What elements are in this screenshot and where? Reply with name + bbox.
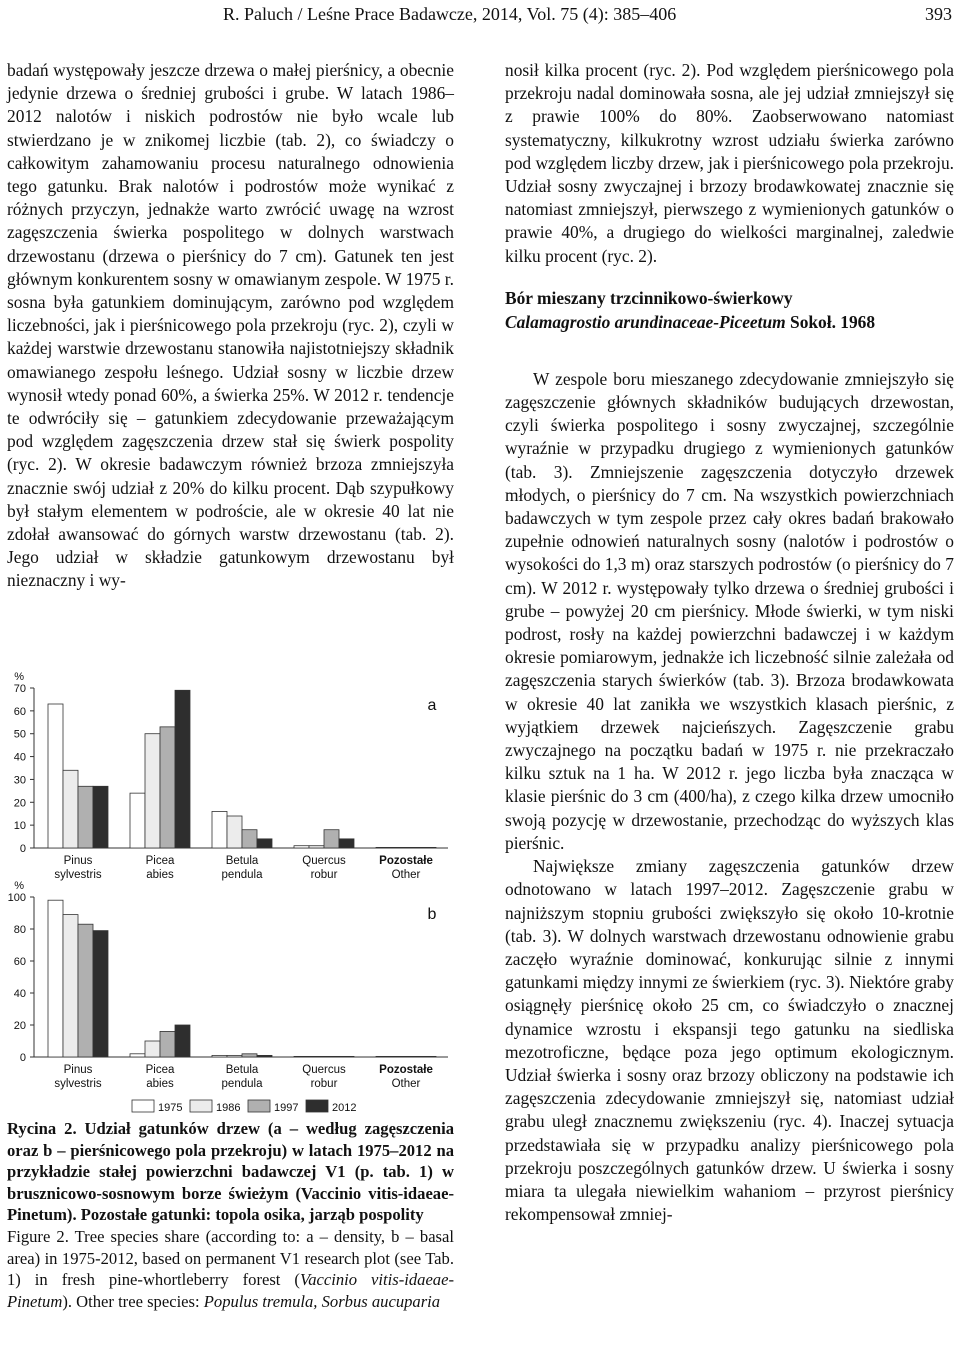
bar-a-1997-0 — [78, 786, 93, 848]
legend-swatch-1975 — [132, 1100, 154, 1112]
panel-label-b: b — [427, 906, 437, 923]
bar-b-1997-2 — [242, 1054, 257, 1057]
bar-a-1986-1 — [145, 734, 160, 848]
legend-label-2012: 2012 — [332, 1102, 357, 1114]
bar-a-1986-2 — [227, 816, 242, 848]
caption-english — [7, 1226, 454, 1312]
legend-swatch-2012 — [306, 1100, 328, 1112]
legend-label-1975: 1975 — [158, 1102, 183, 1114]
category-label-b: abies — [146, 1078, 174, 1090]
bar-b-1975-2 — [212, 1055, 227, 1057]
section-author: Sokoł. 1968 — [785, 311, 876, 332]
category-label-b: Betula — [225, 1064, 259, 1076]
bar-a-1997-1 — [160, 727, 175, 848]
category-label-a: Picea — [145, 855, 175, 867]
bar-a-1997-3 — [324, 830, 339, 848]
category-label-b: Quercus — [302, 1064, 346, 1076]
category-label-a: Pozostałe — [379, 855, 433, 867]
y-tick-label-b: 80 — [13, 924, 26, 936]
bar-b-2012-3 — [339, 1056, 354, 1057]
bar-b-2012-2 — [257, 1055, 272, 1057]
bar-b-1975-1 — [130, 1054, 145, 1057]
category-label-a: Other — [391, 869, 421, 881]
category-label-b: robur — [310, 1078, 338, 1090]
y-tick-label-a: 70 — [13, 683, 26, 695]
bar-a-1986-3 — [309, 846, 324, 848]
y-tick-label-a: 40 — [13, 751, 26, 764]
y-axis-unit-a: % — [14, 671, 24, 683]
bar-b-1975-4 — [376, 1056, 391, 1057]
right-paragraph-2: W zespole boru mieszanego zdecydowanie zmniejszyło się zagęszczenie głównych składników budujących drzewostan, czyli świerka pospolitego i sosny zwyczajnej, szczególnie wyraźnie w przypadku drugiego z wymienionych gatunków (tab. 3). Zmniejszenie zagęszczenia dotyczyło drzewek młodych, o pierśnicy do 7 cm. Na wszystkich powierzchniach badawczych w tym zespole przez cały okres badań brakowało zupełnie odnowień naturalnych sosny (nalotów i podrostów o wysokości do 1,3 m) oraz starszych podrostów (o pierśnicy do 7 cm). W 2012 r. występowały tylko drzewa o średniej grubości i grube – powyżej 20 cm pierśnicy. Młode świerki, w tym niski podrost, rosły na każdej powierzchni badawczej i w każdym okresie pomiarowym, jednakże ich liczebność silnie zależała od zagęszczenia starych świerków (tab. 3). Brzoza brodawkowata w okresie 40 lat zanikła we wszystkich klasach pierśnic, z wyjątkiem drzewek najcieńszych. Zagęszczenie grabu zwyczajnego na początku badań w 1975 r. nie przekraczało kilku sztuk na 1 ha. W 2012 r. jego liczba była znacząca w klasie pierśnic do 3 cm (400/ha), z czego kilka drzew umocniło swoją pozycję w drzewostanie, przechodząc do wyższych klas pierśnic. — [505, 368, 954, 853]
category-label-b: sylvestris — [54, 1078, 102, 1090]
category-label-a: Betula — [225, 855, 259, 867]
bar-a-1975-4 — [376, 847, 391, 848]
right-paragraph-3: Największe zmiany zagęszczenia gatunków drzew odnotowano w latach 1997–2012. Zagęszczenie grabu w najniższym stopniu grubości zwiększyło się około 10-krotnie (tab. 3). W dolnych warstwach drzewostanu odnowienie grabu zaczęło wyraźnie dominować, konkurując silnie z innymi gatunkami między innymi ze świerkiem (ryc. 3). Niektóre graby osiągnęły pierśnicę około 25 cm, co świadczyło o znacznej dynamice wzrostu i ekspansji tego gatunku na siedliska mezotroficzne, będące poza jego optimum ekologicznym. Udział świerka i sosny oraz brzozy obliczony na podstawie ich zagęszczenia zdecydowanie zmniejszył się, natomiast udział grabu uległ znacznemu zwiększeniu (ryc. 4). Inaczej sytuacja przedstawiała się w przypadku analizy pierśnicowego pola przekroju poszczególnych gatunków drzew. U świerka i sosny miara ta ulegała niewielkim wahaniom – przyrost pierśnicy rekompensował zmniej- — [505, 856, 954, 1225]
bar-a-2012-2 — [257, 839, 272, 848]
y-tick-label-b: 20 — [13, 1020, 26, 1032]
category-label-a: Quercus — [302, 855, 346, 867]
bar-b-1975-3 — [294, 1056, 309, 1057]
bar-a-2012-1 — [175, 690, 190, 848]
section-latin: Calamagrostio arundinaceae-Piceetum — [505, 311, 786, 332]
bar-b-2012-4 — [421, 1056, 436, 1057]
category-label-a: pendula — [221, 869, 263, 881]
bar-b-2012-1 — [175, 1025, 190, 1057]
legend-swatch-1986 — [190, 1100, 212, 1112]
y-tick-label-a: 10 — [13, 820, 26, 833]
bar-a-1986-0 — [63, 770, 78, 848]
caption-en-species: Populus tremula, Sorbus aucuparia — [203, 1291, 441, 1311]
category-label-a: abies — [146, 869, 174, 881]
section-title: Bór mieszany trzcinnikowo-świerkowy — [505, 287, 793, 308]
left-column — [7, 59, 454, 593]
right-paragraph-1: nosił kilka procent (ryc. 2). Pod względem pierśnicowego pola przekroju nadal dominowała sosna, ale jej udział zmniejszył się z prawie 100% do 80%. Zaobserwowano natomiast systematyczny, kilkukrotny wzrost udziału świerka zarówno pod względem liczby drzew, jak i pierśnicowego pola przekroju. Udział sosny zwyczajnej i brzozy brodawkowatej znacznie się natomiast zmniejszył, pierwszego z wymienionych gatunków o prawie 40%, a drugiego do wielkości marginalnej, zaledwie kilku procent (ryc. 2). — [505, 60, 954, 266]
bar-a-1975-0 — [48, 704, 63, 848]
left-paragraph: badań występowały jeszcze drzewa o małej pierśnicy, a obecnie jedynie drzewa o średniej grubości i grube. W latach 1986–2012 nalotów i niskich podrostów nie było wcale lub stwierdzano je w znikomej liczbie (tab. 2), co świadczy o całkowitym zahamowaniu procesu naturalnego odnowienia tego gatunku. Brak nalotów i podrostów może wynikać z różnych przyczyn, jednakże warto zwrócić uwagę na wzrost zagęszczenia świerka pospolitego w dolnych warstwach drzewostanu (drzewa o pierśnicy do 7 cm). Gatunek ten jest głównym konkurentem sosny w omawianym zespole. W 1975 r. sosna była gatunkiem dominującym, zarówno pod względem liczebności, jak i pierśnicowego pola przekroju (ryc. 2), czyli w każdej warstwie drzewostanu stanowiła najistotniejszy składnik omawianego zespołu leśnego. Udział sosny w liczbie drzew wynosił wtedy ponad 60%, a świerka 25%. W 2012 r. tendencje te odwróciły się – gatunkiem zdecydowanie przeważającym pod względem zagęszczenia drzew stał się świerk pospolity (ryc. 2). W okresie badawczym również brzoza zmniejszyła znacznie swój udział z 20% do kilku procent. Dąb szypułkowy był stałym elementem w podroście, ale w okresie 40 lat nie zdołał awansować do górnych warstw drzewostanu (tab. 2). Jego udział w składzie gatunkowym drzewostanu był nieznaczny i wy- — [7, 60, 454, 591]
y-tick-label-b: 100 — [7, 892, 26, 904]
y-axis-unit-b: % — [14, 880, 24, 892]
page-number: 393 — [925, 4, 952, 24]
running-title: R. Paluch / Leśne Prace Badawcze, 2014, Vol. 75 (4): 385–406 — [223, 4, 677, 24]
figure-caption — [7, 1118, 454, 1312]
caption-polish: Rycina 2. Udział gatunków drzew (a – według zagęszczenia oraz b – pierśnicowego pola przekroju) w latach 1975–2012 na przykładzie stałej powierzchni badawczej V1 (p. tab. 1) w brusznicowo-sosnowym borze świeżym (Vaccinio vitis-idaeae-Pinetum). Pozostałe gatunki: topola osika, jarząb pospolity — [7, 1119, 454, 1225]
category-label-a: Pinus — [63, 855, 93, 867]
bar-a-1997-4 — [406, 847, 421, 848]
bar-a-1975-1 — [130, 793, 145, 848]
right-column — [505, 59, 954, 1226]
y-tick-label-a: 20 — [13, 797, 26, 810]
bar-b-1997-1 — [160, 1031, 175, 1057]
bar-b-1975-0 — [48, 900, 63, 1057]
bar-b-1986-4 — [391, 1056, 406, 1057]
bar-a-2012-0 — [93, 786, 108, 848]
bar-a-1975-3 — [294, 846, 309, 848]
bar-a-2012-3 — [339, 839, 354, 848]
y-tick-label-a: 0 — [19, 843, 26, 855]
category-label-b: Pozostałe — [379, 1064, 433, 1076]
y-tick-label-b: 40 — [13, 988, 26, 1000]
y-tick-label-a: 50 — [13, 728, 26, 741]
bar-b-1986-3 — [309, 1056, 324, 1057]
category-label-b: Pinus — [63, 1064, 93, 1076]
bar-b-1986-0 — [63, 915, 78, 1057]
y-tick-label-a: 60 — [13, 705, 26, 718]
bar-b-1997-4 — [406, 1056, 421, 1057]
bar-b-1997-3 — [324, 1056, 339, 1057]
category-label-b: Other — [391, 1078, 421, 1090]
bar-b-1997-0 — [78, 924, 93, 1057]
caption-en-part2: ). Other tree species: — [62, 1291, 204, 1311]
bar-a-1986-4 — [391, 847, 406, 848]
running-header — [0, 4, 960, 34]
y-tick-label-b: 60 — [13, 956, 26, 968]
category-label-a: robur — [310, 869, 338, 881]
section-heading — [505, 286, 954, 334]
category-label-b: Picea — [145, 1064, 175, 1076]
category-label-a: sylvestris — [54, 869, 102, 881]
bar-a-1975-2 — [212, 811, 227, 848]
legend-label-1997: 1997 — [274, 1102, 299, 1114]
y-tick-label-b: 0 — [19, 1052, 26, 1064]
panel-label-a: a — [427, 697, 437, 714]
caption-en-latin: Vaccinio vitis-idaeae-Pinetum — [7, 1270, 454, 1311]
bar-b-1986-1 — [145, 1041, 160, 1057]
bar-b-2012-0 — [93, 931, 108, 1057]
figure-2-charts — [0, 660, 460, 1120]
bar-a-1997-2 — [242, 830, 257, 848]
caption-en-part1: Figure 2. Tree species share (according to: a – density, b – basal area) in 1975-2012, based on permanent V1 research plot (see Tab. 1) in fresh pine-whortleberry forest ( — [7, 1226, 454, 1290]
bar-a-2012-4 — [421, 847, 436, 848]
y-tick-label-a: 30 — [13, 774, 26, 787]
bar-b-1986-2 — [227, 1055, 242, 1057]
category-label-b: pendula — [221, 1078, 263, 1090]
legend-label-1986: 1986 — [216, 1102, 241, 1114]
legend-swatch-1997 — [248, 1100, 270, 1112]
